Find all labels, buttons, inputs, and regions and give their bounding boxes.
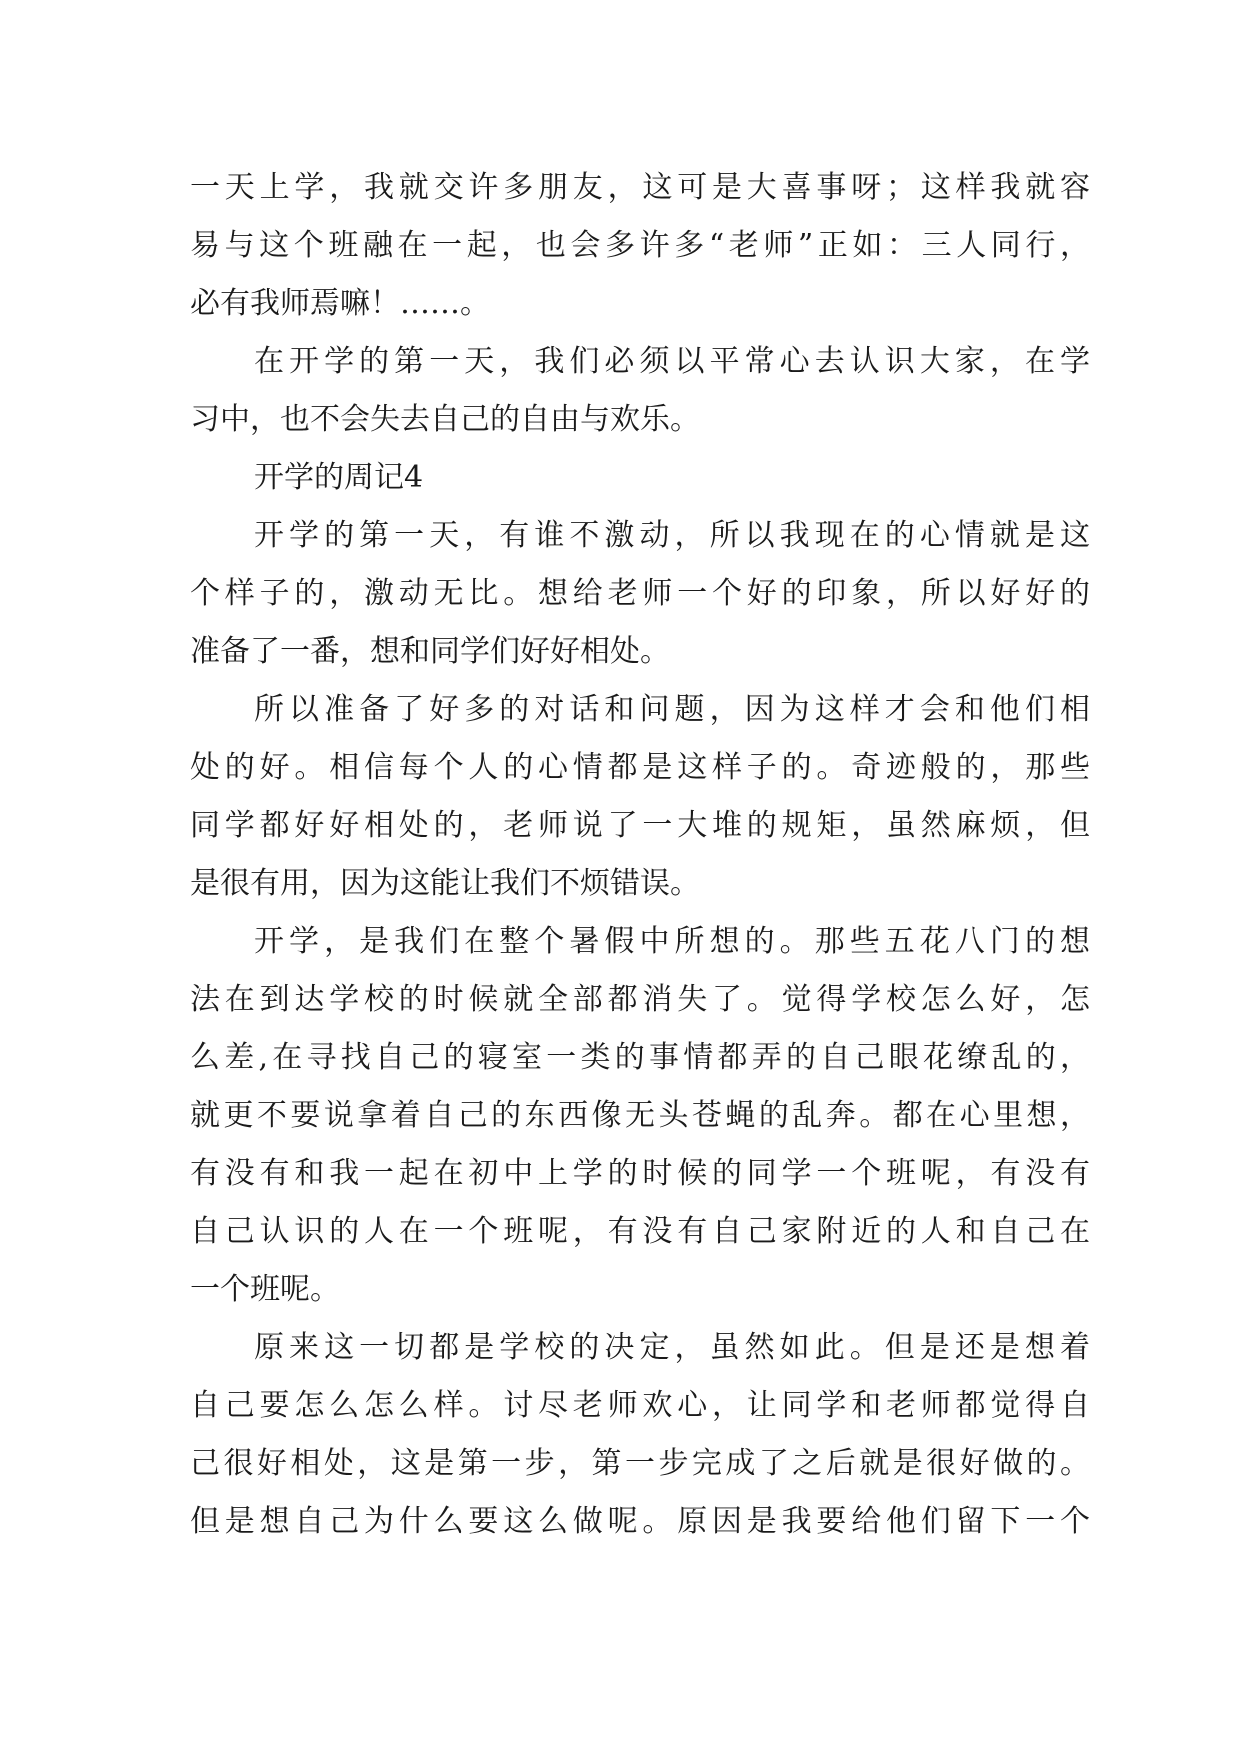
text-line: 易与这个班融在一起，也会多许多“老师”正如：三人同行， <box>190 228 1090 263</box>
text-line: 么差,在寻找自己的寝室一类的事情都弄的自己眼花缭乱的， <box>190 1040 1090 1075</box>
text-line: 己很好相处，这是第一步，第一步完成了之后就是很好做的。 <box>190 1446 1090 1481</box>
text-line: 处的好。相信每个人的心情都是这样子的。奇迹般的，那些 <box>190 750 1090 785</box>
text-line: 必有我师焉嘛！……。 <box>190 286 490 321</box>
text-line: 自己要怎么怎么样。讨尽老师欢心，让同学和老师都觉得自 <box>190 1388 1090 1423</box>
paragraph-first-line: 开学的第一天，有谁不激动，所以我现在的心情就是这 <box>254 518 1090 553</box>
text-line: 但是想自己为什么要这么做呢。原因是我要给他们留下一个 <box>190 1504 1090 1539</box>
paragraph-first-line: 在开学的第一天，我们必须以平常心去认识大家，在学 <box>254 344 1090 379</box>
text-line: 是很有用，因为这能让我们不烦错误。 <box>190 866 700 901</box>
text-line: 一天上学，我就交许多朋友，这可是大喜事呀；这样我就容 <box>190 170 1090 205</box>
text-line: 准备了一番，想和同学们好好相处。 <box>190 634 670 669</box>
text-line: 法在到达学校的时候就全部都消失了。觉得学校怎么好，怎 <box>190 982 1090 1017</box>
text-line: 习中，也不会失去自己的自由与欢乐。 <box>190 402 700 437</box>
paragraph-first-line: 原来这一切都是学校的决定，虽然如此。但是还是想着 <box>254 1330 1090 1365</box>
paragraph-first-line: 开学，是我们在整个暑假中所想的。那些五花八门的想 <box>254 924 1090 959</box>
text-line: 一个班呢。 <box>190 1272 340 1307</box>
section-heading: 开学的周记4 <box>254 460 424 495</box>
paragraph-first-line: 所以准备了好多的对话和问题，因为这样才会和他们相 <box>254 692 1090 727</box>
text-line: 自己认识的人在一个班呢，有没有自己家附近的人和自己在 <box>190 1214 1090 1249</box>
text-line: 有没有和我一起在初中上学的时候的同学一个班呢，有没有 <box>190 1156 1090 1191</box>
text-line: 就更不要说拿着自己的东西像无头苍蝇的乱奔。都在心里想， <box>190 1098 1090 1133</box>
text-line: 个样子的，激动无比。想给老师一个好的印象，所以好好的 <box>190 576 1090 611</box>
text-line: 同学都好好相处的，老师说了一大堆的规矩，虽然麻烦，但 <box>190 808 1090 843</box>
